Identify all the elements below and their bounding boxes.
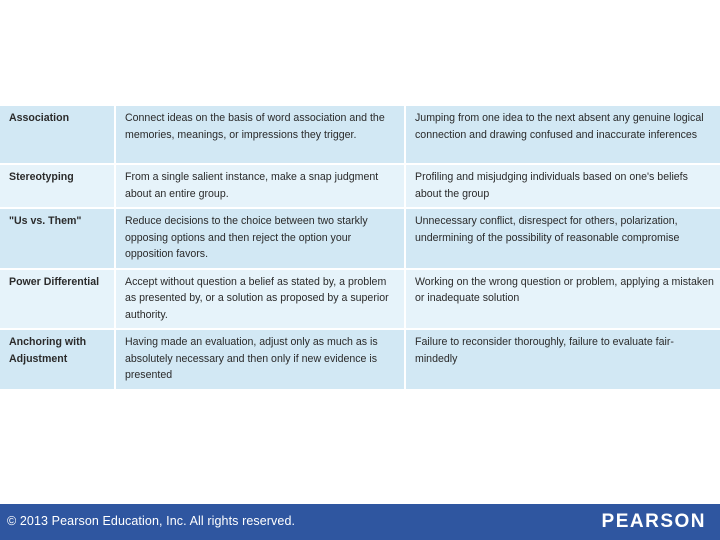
heuristic-description: Accept without question a belief as stated by, a problem as presented by, or a solution as proposed by a superior authority. [115,269,405,330]
heuristic-risk: Unnecessary conflict, disrespect for others, polarization, undermining of the possibility of reasonable compromise [405,208,720,269]
table-row [0,329,720,390]
copyright-notice: © 2013 Pearson Education, Inc. All rights reserved. [7,514,296,528]
heuristic-description: From a single salient instance, make a snap judgment about an entire group. [115,164,405,208]
heuristic-risk: Failure to reconsider thoroughly, failure to evaluate fair-mindedly [405,329,720,390]
table-row [0,106,720,164]
heuristic-risk: Working on the wrong question or problem, applying a mistaken or inadequate solution [405,269,720,330]
table-row [0,164,720,208]
heuristics-table [0,106,720,391]
heuristic-risk: Profiling and misjudging individuals based on one's beliefs about the group [405,164,720,208]
heuristic-risk: Jumping from one idea to the next absent any genuine logical connection and drawing confused and inaccurate inferences [405,106,720,164]
heuristic-description: Reduce decisions to the choice between two starkly opposing options and then reject the option your opposition favors. [115,208,405,269]
heuristic-name: Stereotyping [0,164,115,208]
heuristic-name: "Us vs. Them" [0,208,115,269]
heuristic-description: Having made an evaluation, adjust only as much as is absolutely necessary and then only if new evidence is presented [115,329,405,390]
table-row [0,269,720,330]
heuristic-name: Power Differential [0,269,115,330]
heuristic-name: Anchoring with Adjustment [0,329,115,390]
heuristic-description: Connect ideas on the basis of word association and the memories, meanings, or impressions they trigger. [115,106,405,164]
table-row [0,208,720,269]
pearson-logo: PEARSON [601,511,706,532]
heuristic-name: Association [0,106,115,164]
heuristics-table-container [0,106,720,391]
footer-bar [0,504,720,540]
